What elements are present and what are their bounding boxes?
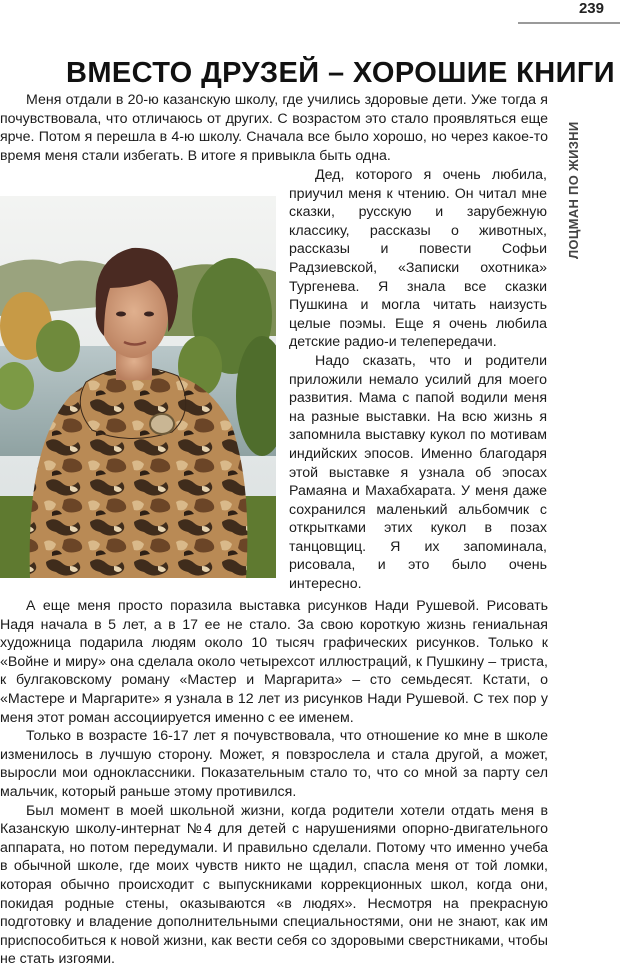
paragraph: Меня отдали в 20-ю казанскую школу, где учились здоровые дети. Уже тогда я почувствовала, что отличаюсь от других. С возрастом это стало проявляться еще ярче. Потом я перешла в 4-ю школу. Сначала все было хорошо, но через какое-то время меня стали избегать. В итоге я привыкла быть одна. xyxy=(0,92,548,164)
article-title: ВМЕСТО ДРУЗЕЙ – ХОРОШИЕ КНИГИ xyxy=(66,57,615,89)
page-number: 239 xyxy=(578,0,604,17)
portrait-photo xyxy=(0,196,276,578)
paragraph: Только в возрасте 16-17 лет я почувствовала, что отношение ко мне в школе изменилось в лучшую сторону. Может, я повзрослела и стала другой, а может, выросли мои одноклассники. Показательным стало то, что со мной за парту сел мальчик, который раньше этому противился. xyxy=(0,728,548,800)
paragraph: А еще меня просто поразила выставка рисунков Нади Рушевой. Рисовать Надя начала в 5 лет, а в 17 ее не стало. За свою короткую жизнь гениальная художница подарила людям около 10 тысяч графических рисунков. Только к «Войне и миру» она сделала около четырехсот иллюстраций, к Пушкину – триста, к булгаковскому роману «Мастер и Маргарита» – сто семьдесят. Кстати, о «Мастере и Маргарите» я узнала в 12 лет из рисунков Нади Рушевой. С тех пор у меня этот роман ассоциируется именно с ее именем. xyxy=(0,598,548,726)
paragraph: Дед, которого я очень любила, приучил меня к чтению. Он читал мне сказки, русскую и зарубежную классику, рассказы о животных, рассказы и повести Софьи Радзиевской, «Записки охотника» Тургенева. Я знала все сказки Пушкина и могла читать наизусть целые поэмы. Еще я очень любила детские радио-и телепередачи. xyxy=(289,167,547,351)
text-column xyxy=(289,166,547,594)
paragraph: Надо сказать, что и родители приложили немало усилий для моего развития. Мама с папой водили меня на разные выставки. На всю жизнь я запомнила выставку кукол по мотивам индийских эпосов. Именно благодаря этой выставке я узнала об эпосах Рамаяна и Махабхарата. У меня даже сохранился маленький альбомчик с открытками этих кукол в позах танцовщиц. Я их запоминала, рисовала, и это было очень интересно. xyxy=(289,352,547,593)
text-body-bottom xyxy=(0,597,548,969)
intro-paragraph xyxy=(0,91,548,165)
header-rule xyxy=(518,22,620,24)
paragraph: Был момент в моей школьной жизни, когда родители хотели отдать меня в Казанскую школу-интернат №4 для детей с нарушениями опорно-двигательного аппарата, но потом передумали. И правильно сделали. Потому что именно учеба в обычной школе, где моих чувств никто не щадил, спасла меня от той ломки, которая обычно происходит с выпускниками коррекционных школ, когда они, покидая родные стены, оказываются «в людях». Несмотря на прекрасную подготовку и владение дополнительными специальностями, они не знают, как им приспособиться к новой жизни, как вести себя со здоровыми сверстниками, чтобы не стать изгоями. xyxy=(0,802,548,968)
portrait-illustration xyxy=(0,196,276,578)
section-label: ЛОЦМАН ПО ЖИЗНИ xyxy=(566,121,581,259)
